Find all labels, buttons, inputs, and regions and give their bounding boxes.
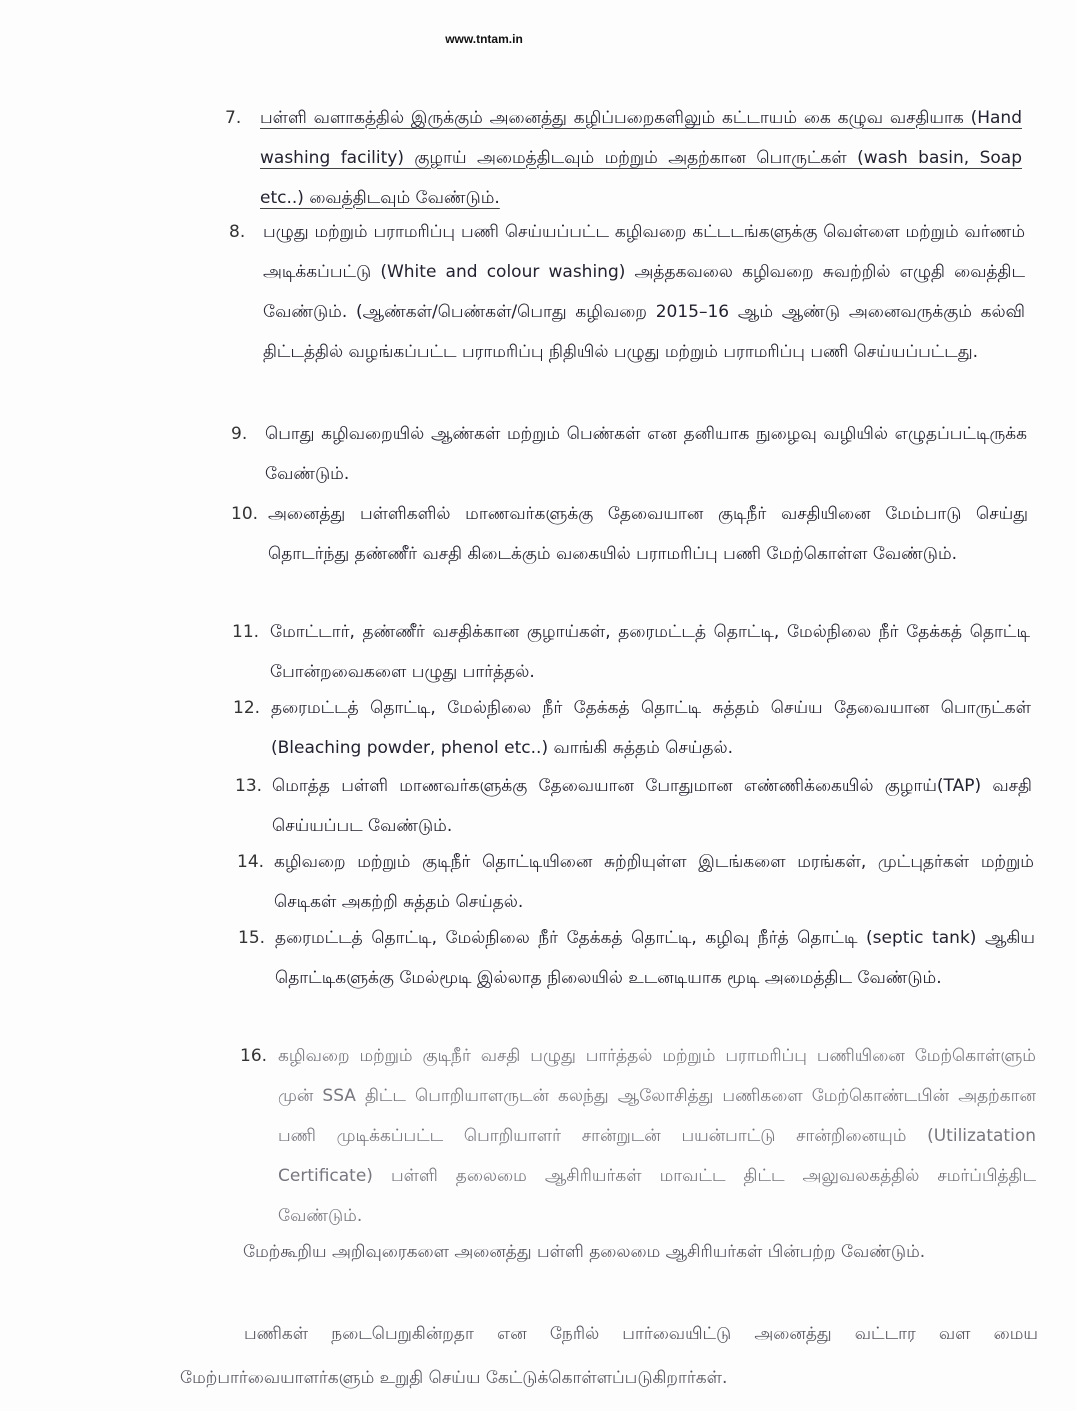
closing-line: மேற்கூறிய அறிவுரைகளை அனைத்து பள்ளி தலைமை ஆசிரியர்கள் பின்பற்ற வேண்டும். xyxy=(243,1242,926,1262)
list-item xyxy=(225,98,1022,218)
list-item xyxy=(237,842,1034,922)
list-item xyxy=(233,688,1031,768)
item-number: 14. xyxy=(237,852,265,872)
item-number: 8. xyxy=(229,222,246,242)
item-text: மொத்த பள்ளி மாணவர்களுக்கு தேவையான போதுமான எண்ணிக்கையில் குழாய்(TAP) வசதி செய்யப்பட வேண்டும். xyxy=(272,776,1032,836)
list-item xyxy=(240,1036,1036,1236)
item-number: 7. xyxy=(225,108,242,128)
item-number: 9. xyxy=(231,424,248,444)
item-text: தரைமட்டத் தொட்டி, மேல்நிலை நீர் தேக்கத் தொட்டி, கழிவு நீர்த் தொட்டி (septic tank) ஆகிய தொட்டிகளுக்கு மேல்மூடி இல்லாத நிலையில் உடனடியாக மூடி அமைத்திட வேண்டும். xyxy=(275,928,1035,988)
item-text: கழிவறை மற்றும் குடிநீர் வசதி பழுது பார்த்தல் மற்றும் பராமரிப்பு பணியினை மேற்கொள்ளும் முன் SSA திட்ட பொறியாளருடன் கலந்து ஆலோசித்து பணிகளை மேற்கொண்டபின் அதற்கான பணி முடிக்கப்பட்ட பொறியாளர் சான்றுடன் பயன்பாட்டு சான்றினையும் (Utilizatation Certificate) பள்ளி தலைமை ஆசிரியர்கள் மாவட்ட திட்ட அலுவலகத்தில் சமர்ப்பித்திட வேண்டும். xyxy=(278,1046,1036,1226)
item-text: பழுது மற்றும் பராமரிப்பு பணி செய்யப்பட்ட கழிவறை கட்டடங்களுக்கு வெள்ளை மற்றும் வர்ணம் அடிக்கப்பட்டு (White and colour washing) அத்தகவலை கழிவறை சுவற்றில் எழுதி வைத்திட வேண்டும். (ஆண்கள்/பெண்கள்/பொது கழிவறை 2015–16 ஆம் ஆண்டு அனைவருக்கும் கல்வி திட்டத்தில் வழங்கப்பட்ட பராமரிப்பு நிதியில் பழுது மற்றும் பராமரிப்பு பணி செய்யப்பட்டது. xyxy=(263,222,1025,362)
item-number: 13. xyxy=(235,776,263,796)
item-text: மோட்டார், தண்ணீர் வசதிக்கான குழாய்கள், தரைமட்டத் தொட்டி, மேல்நிலை நீர் தேக்கத் தொட்டி போன்றவைகளை பழுது பார்த்தல். xyxy=(270,622,1030,682)
item-text: பொது கழிவறையில் ஆண்கள் மற்றும் பெண்கள் என தனியாக நுழைவு வழியில் எழுதப்பட்டிருக்க வேண்டும். xyxy=(265,424,1027,484)
item-text: அனைத்து பள்ளிகளில் மாணவர்களுக்கு தேவையான குடிநீர் வசதியினை மேம்பாடு செய்து தொடர்ந்து தண்ணீர் வசதி கிடைக்கும் வகையில் பராமரிப்பு பணி மேற்கொள்ள வேண்டும். xyxy=(268,504,1028,564)
list-item xyxy=(232,612,1030,692)
final-paragraph: பணிகள் நடைபெறுகின்றதா என நேரில் பார்வையிட்டு அனைத்து வட்டார வள மைய மேற்பார்வையாளர்களும் உறுதி செய்ய கேட்டுக்கொள்ளப்படுகிறார்கள். xyxy=(180,1324,1038,1388)
item-number: 12. xyxy=(233,698,261,718)
item-number: 15. xyxy=(238,928,266,948)
header-url: www.tntam.in xyxy=(445,32,523,46)
item-number: 11. xyxy=(232,622,260,642)
item-number: 10. xyxy=(231,504,259,524)
item-text: பள்ளி வளாகத்தில் இருக்கும் அனைத்து கழிப்பறைகளிலும் கட்டாயம் கை கழுவ வசதியாக (Hand washing facility) குழாய் அமைத்திடவும் மற்றும் அதற்கான பொருட்கள் (wash basin, Soap etc..) வைத்திடவும் வேண்டும். xyxy=(260,108,1022,208)
item-text: தரைமட்டத் தொட்டி, மேல்நிலை நீர் தேக்கத் தொட்டி சுத்தம் செய்ய தேவையான பொருட்கள் (Bleaching powder, phenol etc..) வாங்கி சுத்தம் செய்தல். xyxy=(271,698,1031,758)
list-item xyxy=(238,918,1035,998)
list-item xyxy=(235,766,1032,846)
list-item xyxy=(231,414,1027,494)
item-text: கழிவறை மற்றும் குடிநீர் தொட்டியினை சுற்றியுள்ள இடங்களை மரங்கள், முட்புதர்கள் மற்றும் செடிகள் அகற்றி சுத்தம் செய்தல். xyxy=(274,852,1034,912)
item-number: 16. xyxy=(240,1046,268,1066)
list-item xyxy=(229,212,1025,372)
list-item xyxy=(231,494,1028,574)
